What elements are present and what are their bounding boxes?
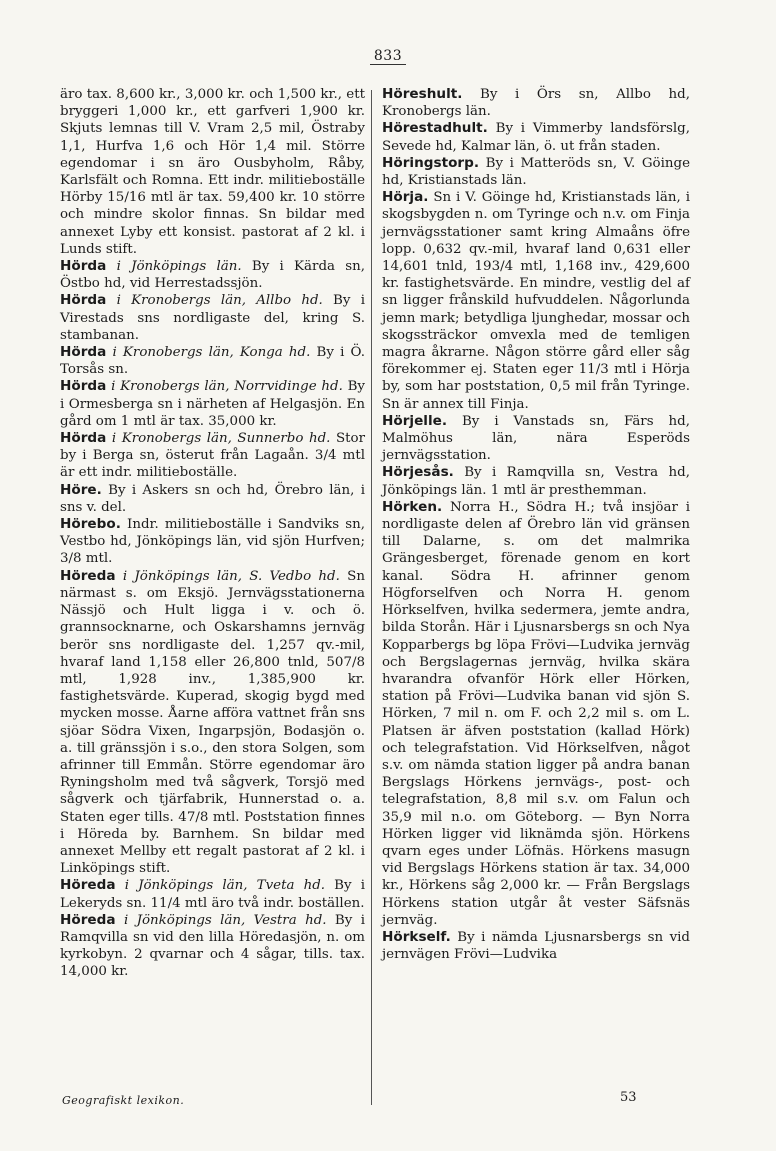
entry: Hörda i Kronobergs län, Allbo hd. By i Virestads sns nordligaste del, kring S. stambanan.: [60, 292, 365, 343]
entry: Hörda i Kronobergs län, Sunnerbo hd. Stor by i Berga sn, österut från Lagaån. 3/4 mtl är ett indr. militieboställe.: [60, 430, 365, 481]
entry: Hörda i Kronobergs län, Norrvidinge hd. By i Ormesberga sn i närheten af Helgasjön. En gård om 1 mtl är tax. 35,000 kr.: [60, 378, 365, 429]
entry: Höre. By i Askers sn och hd, Örebro län, i sns v. del.: [60, 481, 365, 515]
entry: Höringstorp. By i Matteröds sn, V. Göinge hd, Kristianstads län.: [382, 154, 690, 189]
entry: Höreshult. By i Örs sn, Allbo hd, Kronobergs län.: [382, 86, 690, 120]
entry: Höreda i Jönköpings län, Vestra hd. By i Ramqvilla sn vid den lilla Höredasjön, n. om kyrkobyn. 2 qvarnar och 4 sågar, tills. tax. 14,000 kr.: [60, 911, 365, 980]
entry: Hörjesås. By i Ramqvilla sn, Vestra hd, Jönköpings län. 1 mtl är presthemman.: [382, 464, 690, 498]
entry: Hörja. Sn i V. Göinge hd, Kristianstads län, i skogsbygden n. om Tyringe och n.v. om Finja jernvägsstationer samt kring Almaåns öfre lopp. 0,632 qv.-mil, hvaraf land 0,631 eller 14,601 tnld, 193/4 mtl, 1,168 inv., 429,600 kr. fastighetsvärde. En mindre, vestlig del af sn ligger frånskild hufvuddelen. Någorlunda jemn mark; betydliga ljunghedar, mossar och skogssträckor omvexla med de temligen magra åkrarne. Någon större gård eller såg förekommer ej. Staten eger 11/3 mtl i Hörja by, som har poststation, 0,5 mil från Tyringe. Sn är annex till Finja.: [382, 189, 690, 412]
column-divider: [371, 90, 372, 1105]
entry: Höreda i Jönköpings län, Tveta hd. By i Lekeryds sn. 11/4 mtl äro två indr. boställen.: [60, 877, 365, 911]
entry: Hörebo. Indr. militieboställe i Sandviks sn, Vestbo hd, Jönköpings län, vid sjön Hurfven; 3/8 mtl.: [60, 516, 365, 567]
entry: Hörken. Norra H., Södra H.; två insjöar i nordligaste delen af Örebro län vid gränsen till Dalarne, s. om det malmrika Grängesberget, förenade genom en kort kanal. Södra H. afrinner genom Högforselfven och Norra H. genom Hörkselfven, hvilka sedermera, jemte andra, bilda Storån. Här i Ljusnarsbergs sn och Nya Kopparbergs bg löpa Frövi—Ludvika jernväg och Bergslagernas jernväg, hvilka skära hvarandra ofvanför Hörk eller Hörken, station på Frövi—Ludvika banan vid sjön S. Hörken, 7 mil n. om F. och 2,2 mil s. om L. Platsen är äfven poststation (kallad Hörk) och telegrafstation. Vid Hörkselfven, något s.v. om nämda station ligger på andra banan Bergslags Hörkens jernvägs-, post- och telegrafstation, 8,8 mil s.v. om Falun och 35,9 mil n.o. om Göteborg. — Byn Norra Hörken ligger vid liknämda sjön. Hörkens qvarn eges under Löfnäs. Hörkens masugn vid Bergslags Hörkens station är tax. 34,000 kr., Hörkens såg 2,000 kr. — Från Bergslags Hörkens station utgår åt vester Säfsnäs jernväg.: [382, 498, 690, 928]
entry: äro tax. 8,600 kr., 3,000 kr. och 1,500 kr., ett bryggeri 1,000 kr., ett garfveri 1,900 kr. Skjuts lemnas till V. Vram 2,5 mil, Östraby 1,1, Hurfva 1,6 och Hör 1,4 mil. Större egendomar i sn äro Ousbyholm, Råby, Karlsfält och Romna. Ett indr. militieboställe Hörby 15/16 mtl är tax. 59,400 kr. 10 större och mindre skolor finnas. Sn bildar med annexet Lyby ett konsist. pastorat af 2 kl. i Lunds stift.: [60, 87, 365, 257]
footer-title: Geografiskt lexikon.: [62, 1094, 185, 1107]
entry: Höreda i Jönköpings län, S. Vedbo hd. Sn närmast s. om Eksjö. Jernvägsstationerna Nässjö och Hult ligga i v. och ö. grannsocknarne, och Oskarshamns jernväg berör sns nordligaste del. 1,257 qv.-mil, hvaraf land 1,158 eller 26,800 tnld, 507/8 mtl, 1,928 inv., 1,385,900 kr. fastighetsvärde. Kuperad, skogig bygd med mycken mosse. Åarne afföra vattnet från sns sjöar Södra Vixen, Ingarpsjön, Bodasjön o. a. till gränssjön i s.o., den stora Solgen, som afrinner till Emmån. Större egendomar äro Ryningsholm med två sågverk, Torsjö med sågverk och tjärfabrik, Hunnerstad o. a. Staten eger tills. 47/8 mtl. Poststation finnes i Höreda by. Barnhem. Sn bildar med annexet Mellby ett regalt pastorat af 2 kl. i Linköpings stift.: [60, 567, 365, 877]
entry: Hörkself. By i nämda Ljusnarsbergs sn vid jernvägen Frövi—Ludvika: [382, 928, 690, 963]
footer-page-number: 53: [620, 1090, 637, 1105]
page-number: 833: [0, 48, 776, 64]
entry: Hörjelle. By i Vanstads sn, Färs hd, Malmöhus län, nära Esperöds jernvägsstation.: [382, 412, 690, 464]
left-column: [60, 86, 365, 981]
entry: Hörda i Jönköpings län. By i Kärda sn, Östbo hd, vid Herrestadssjön.: [60, 258, 365, 292]
entry: Hörestadhult. By i Vimmerby landsförslg, Sevede hd, Kalmar län, ö. ut från staden.: [382, 120, 690, 154]
entry: Hörda i Kronobergs län, Konga hd. By i Ö. Torsås sn.: [60, 344, 365, 378]
right-column: [382, 86, 690, 963]
